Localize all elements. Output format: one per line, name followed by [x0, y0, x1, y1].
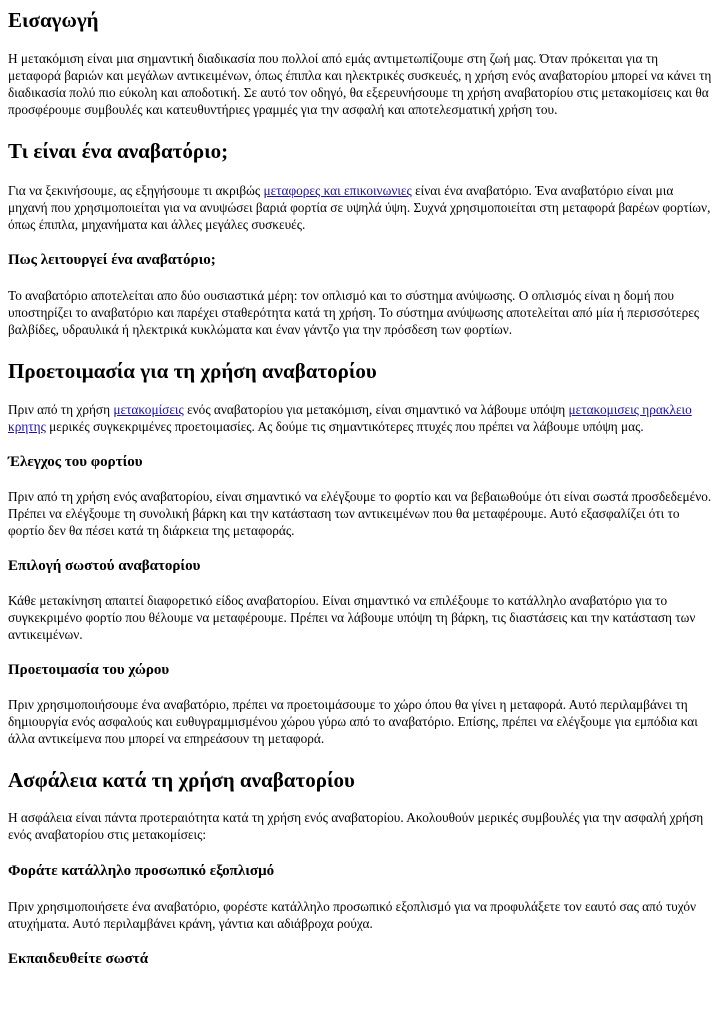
heading-intro: Εισαγωγή	[8, 8, 99, 32]
heading-training: Εκπαιδευθείτε σωστά	[8, 951, 149, 967]
link-moving-heraklion-crete[interactable]: μετακομισεις ηρακλειο κρητης	[8, 402, 692, 434]
heading-space-preparation: Προετοιμασία του χώρου	[8, 662, 170, 678]
paragraph-what-is-lift	[8, 182, 712, 233]
paragraph-safety: Η ασφάλεια είναι πάντα προτεραιότητα κατά τη χρήση ενός αναβατορίου. Ακολουθούν μερικές συμβουλές για την ασφαλή χρήση ενός αναβατορίου στις μετακομίσεις:	[8, 810, 704, 842]
paragraph-preparation	[8, 401, 712, 435]
paragraph-space-preparation: Πριν χρησιμοποιήσουμε ένα αναβατόριο, πρέπει να προετοιμάσουμε το χώρο όπου θα γίνει η μεταφορά. Αυτό περιλαμβάνει τη δημιουργία ενός ασφαλούς και ευθυγραμμισμένου χώρου γύρω από το αναβατόριο. Επίσης, πρέπει να ελέγξουμε για εμπόδια και άλλα αντικείμενα που μπορεί να επηρεάσουν τη μεταφορά.	[8, 697, 698, 746]
text-segment: μερικές συγκεκριμένες προετοιμασίες. Ας δούμε τις σημαντικότερες πτυχές που πρέπει να λάβουμε υπόψη μας.	[45, 419, 644, 434]
heading-choose-lift: Επιλογή σωστού αναβατορίου	[8, 558, 201, 574]
heading-preparation: Προετοιμασία για τη χρήση αναβατορίου	[8, 359, 377, 383]
paragraph-protective-equipment: Πριν χρησιμοποιήσετε ένα αναβατόριο, φορέστε κατάλληλο προσωπικό εξοπλισμό για να προφυλάξετε τον εαυτό σας από τυχόν ατυχήματα. Αυτό περιλαμβάνει κράνη, γάντια και αδιάβροχα ρούχα.	[8, 899, 697, 931]
document-page	[0, 7, 720, 969]
heading-what-is-lift: Τι είναι ένα αναβατόριο;	[8, 139, 229, 163]
heading-safety: Ασφάλεια κατά τη χρήση αναβατορίου	[8, 768, 355, 792]
paragraph-choose-lift: Κάθε μετακίνηση απαιτεί διαφορετικό είδος αναβατορίου. Είναι σημαντικό να επιλέξουμε το κατάλληλο αναβατόριο για το συγκεκριμένο φορτίο που θέλουμε να μεταφέρουμε. Πρέπει να λάβουμε υπόψη τη βάρκη, τις διαστάσεις και την κατάσταση των αντικειμένων.	[8, 593, 696, 642]
text-segment: Πριν από τη χρήση	[8, 402, 114, 417]
text-segment: ενός αναβατορίου για μετακόμιση, είναι σημαντικό να λάβουμε υπόψη	[183, 402, 569, 417]
paragraph-load-check: Πριν από τη χρήση ενός αναβατορίου, είναι σημαντικό να ελέγξουμε το φορτίο και να βεβαιωθούμε ότι είναι σωστά προσδεδεμένο. Πρέπει να ελέγξουμε τη συνολική βάρκη και την κατάσταση των αντικειμένων που θα μεταφέρουμε. Αυτό εξασφαλίζει ότι το φορτίο δεν θα πέσει κατά τη διάρκεια της μεταφοράς.	[8, 489, 712, 538]
link-transport-communications[interactable]: μεταφορες και επικοινωνιες	[263, 183, 412, 198]
paragraph-how-lift-works: Το αναβατόριο αποτελείται απο δύο ουσιαστικά μέρη: τον οπλισμό και το σύστημα ανύψωσης. Ο οπλισμός είναι η δομή που υποστηρίζει το αναβατόριο και παρέχει σταθερότητα κατά τη χρήση. Το σύστημα ανύψωσης αποτελείται από μία ή περισσότερες βαλβίδες, υδραυλικά ή ηλεκτρικά κυκλώματα και έναν γάντζο για την πρόσδεση των φορτίων.	[8, 288, 700, 337]
heading-load-check: Έλεγχος του φορτίου	[8, 454, 143, 470]
text-segment: είναι ένα αναβατόριο. Ένα αναβατόριο είναι μια μηχανή που χρησιμοποιείται για να ανυψώσει βαριά φορτία σε υψηλά ύψη. Συχνά χρησιμοποιείται στη μεταφορά βαρέων φορτίων, όπως έπιπλα, μηχανήματα και άλλες μεγάλες συσκευές.	[8, 183, 711, 232]
heading-protective-equipment: Φοράτε κατάλληλο προσωπικό εξοπλισμό	[8, 863, 275, 879]
heading-how-lift-works: Πως λειτουργεί ένα αναβατόριο;	[8, 252, 216, 268]
text-segment: Για να ξεκινήσουμε, ας εξηγήσουμε τι ακριβώς	[8, 183, 264, 198]
link-moving[interactable]: μετακομίσεις	[113, 402, 184, 417]
paragraph-intro: Η μετακόμιση είναι μια σημαντική διαδικασία που πολλοί από εμάς αντιμετωπίζουμε στη ζωή μας. Όταν πρόκειται για τη μεταφορά βαριών και μεγάλων αντικειμένων, όπως έπιπλα και ηλεκτρικές συσκευές, η χρήση ενός αναβατορίου μπορεί να κάνει τη διαδικασία πολύ πιο εύκολη και αποδοτική. Σε αυτό τον οδηγό, θα εξερευνήσουμε τη χρήση αναβατορίου στις μετακομίσεις και θα προσφέρουμε συμβουλές και κατευθυντήριες γραμμές για την ασφαλή και αποτελεσματική χρήση του.	[8, 51, 712, 117]
